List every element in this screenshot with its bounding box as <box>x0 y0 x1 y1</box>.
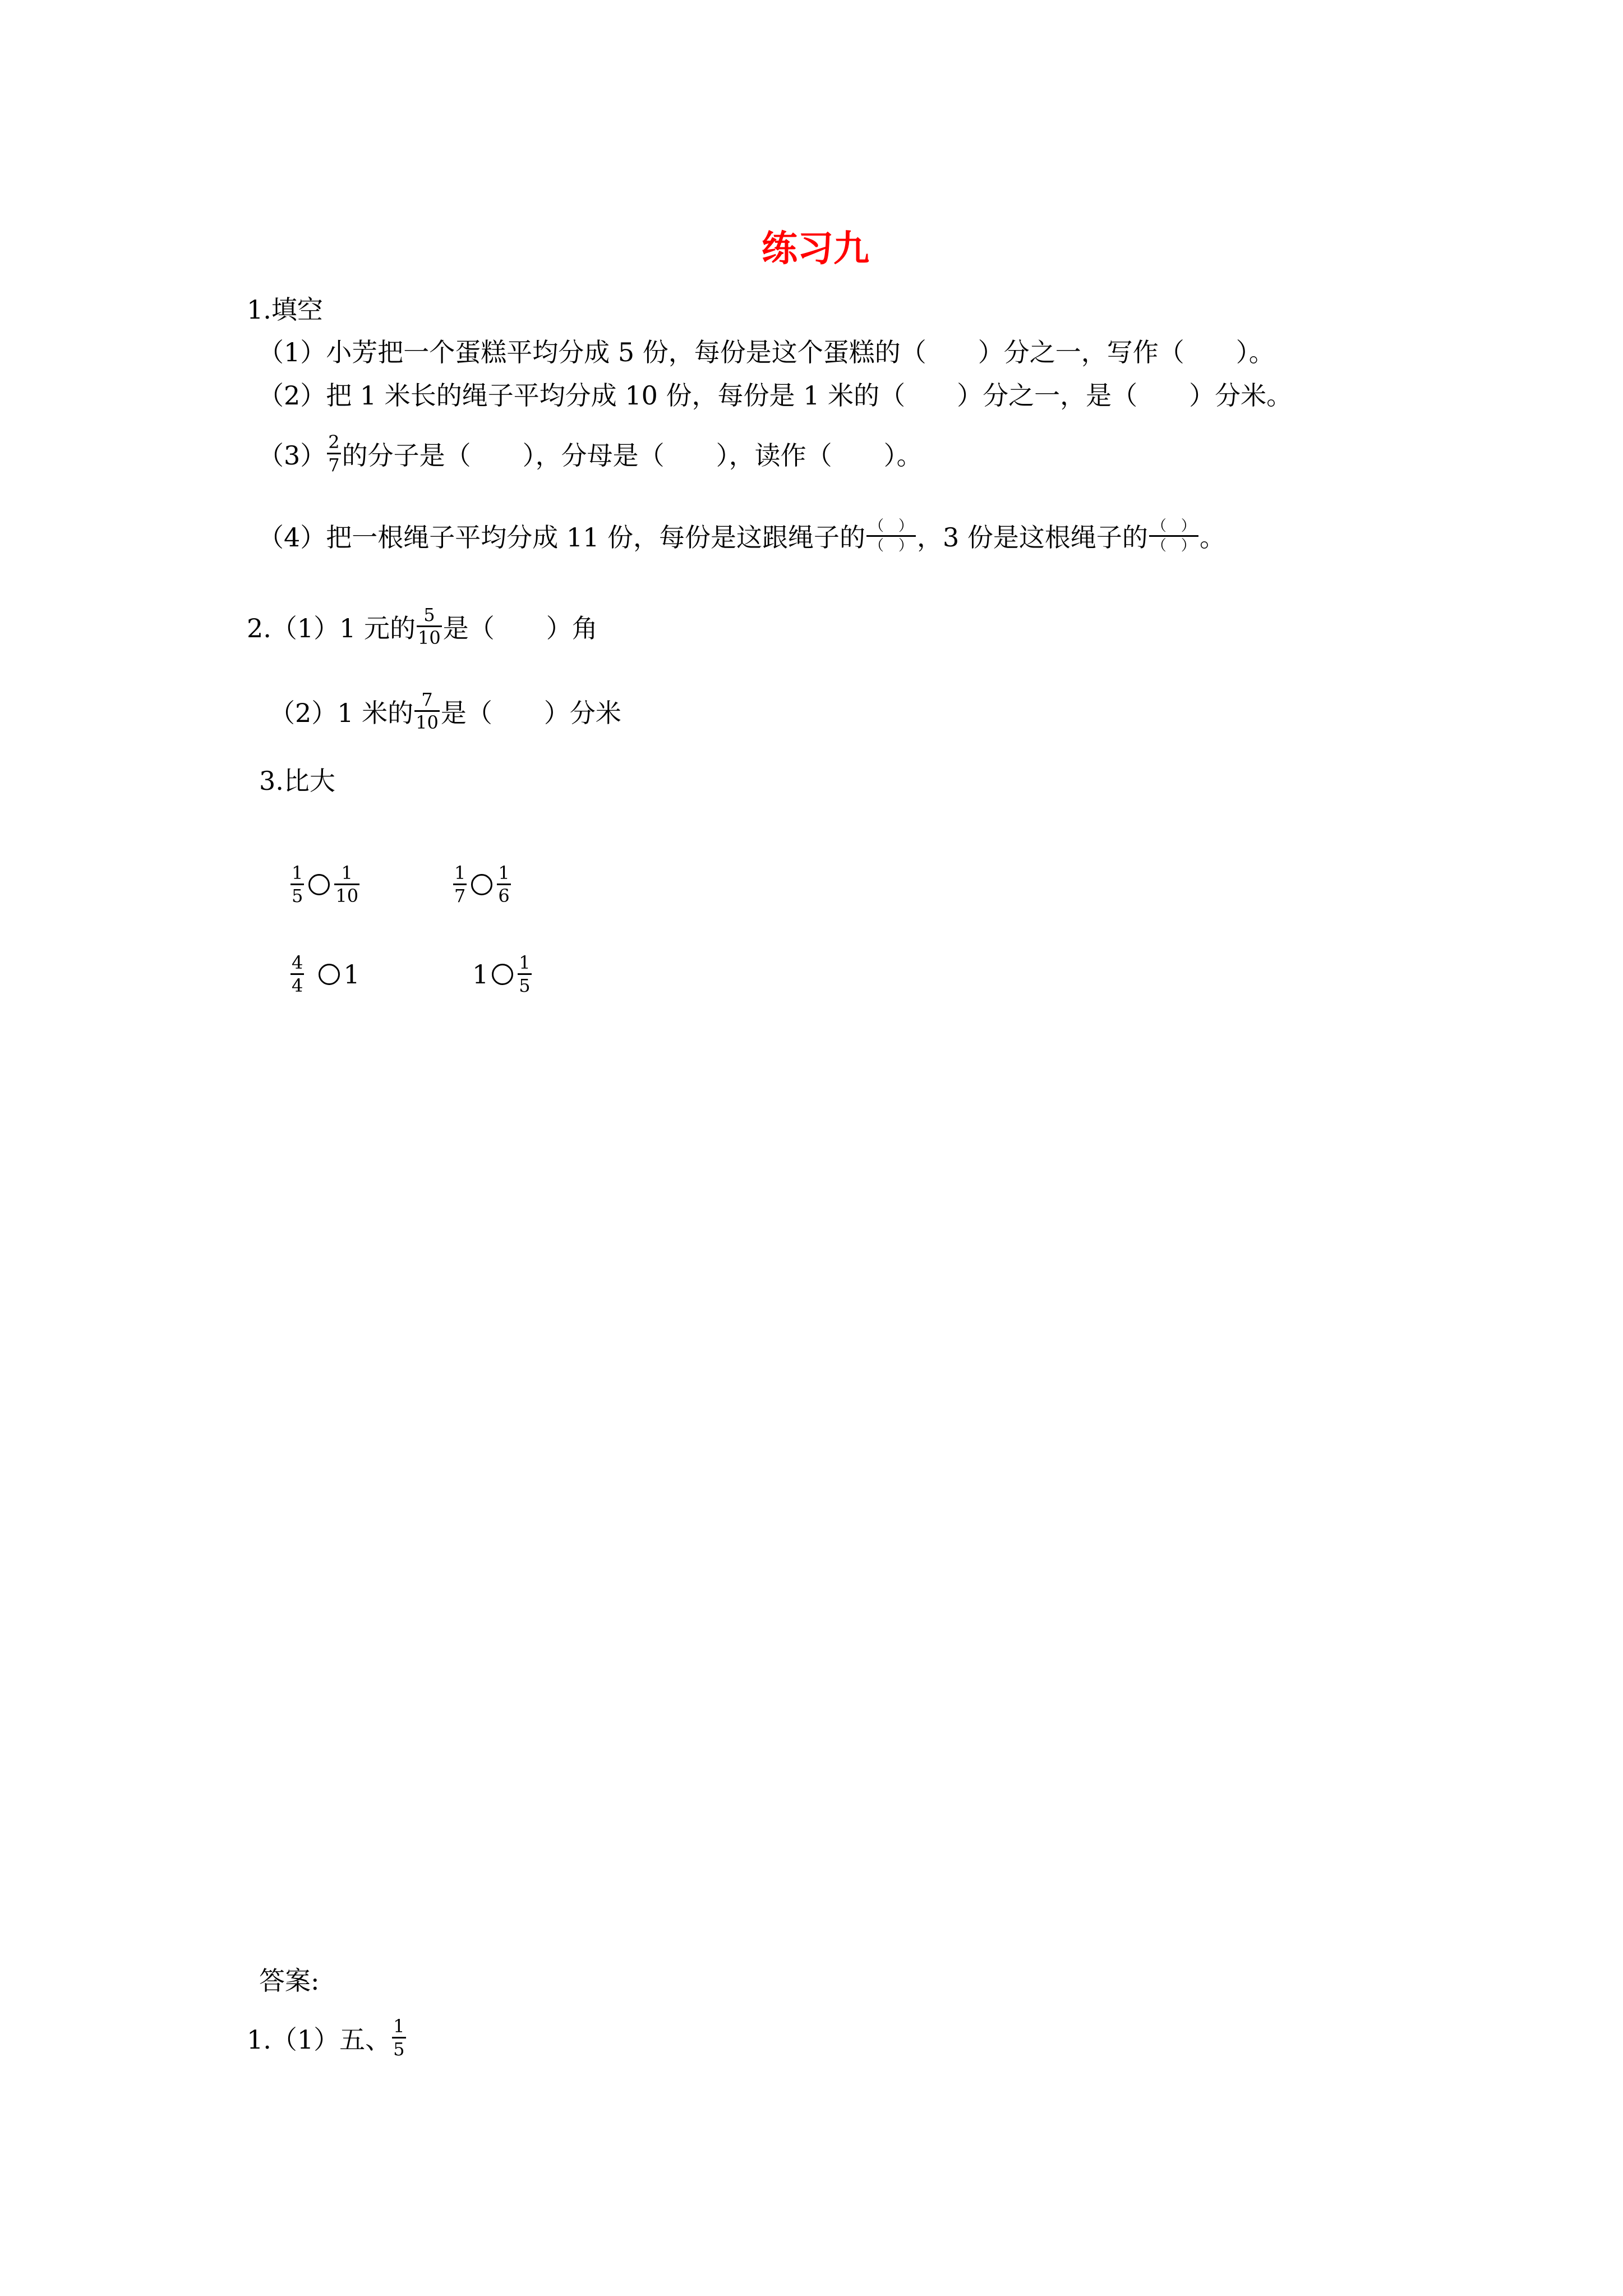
blank-numerator: （ ） <box>869 517 914 535</box>
answer-line-1-prefix: 1.（1）五、 <box>247 2024 391 2055</box>
q2-line-1-prefix: 2.（1）1 元的 <box>247 613 416 643</box>
compare-circle[interactable] <box>471 874 492 895</box>
compare-value: 1 <box>472 959 489 990</box>
answer-line-1 <box>247 2017 407 2058</box>
fraction-denominator: 5 <box>518 973 531 995</box>
fraction <box>518 954 531 995</box>
q1-line-1: （1）小芳把一个蛋糕平均分成 5 份，每份是这个蛋糕的（ ）分之一，写作（ ）。 <box>258 337 1275 367</box>
q1-line-3-prefix: （3） <box>258 440 326 471</box>
fraction-denominator: 10 <box>334 884 359 905</box>
fraction-numerator: 4 <box>292 952 303 973</box>
q2-line-2-suffix: 是（ ）分米 <box>440 697 621 728</box>
fraction-denominator: 7 <box>327 453 340 474</box>
fraction <box>497 864 510 905</box>
fraction <box>453 864 467 905</box>
fraction-numerator: 1 <box>393 2016 405 2037</box>
q1-line-2: （2）把 1 米长的绳子平均分成 10 份，每份是 1 米的（ ）分之一，是（ ）分米。 <box>258 380 1293 411</box>
page-title: 练习九 <box>762 228 869 270</box>
blank-fraction <box>866 519 916 553</box>
compare-item-3 <box>289 954 360 995</box>
fraction-numerator: 1 <box>292 862 303 884</box>
blank-numerator: （ ） <box>1151 517 1196 535</box>
fraction <box>291 954 304 995</box>
q1-line-4-prefix: （4）把一根绳子平均分成 11 份，每份是这跟绳子的 <box>258 522 866 553</box>
blank-fraction <box>1149 519 1198 553</box>
fraction <box>414 691 440 731</box>
fraction-denominator: 5 <box>291 884 304 905</box>
fraction <box>327 433 340 474</box>
q1-line-3-suffix: 的分子是（ ），分母是（ ），读作（ ）。 <box>342 440 923 471</box>
fraction-numerator: 1 <box>498 862 510 884</box>
q1-line-4-end: 。 <box>1199 522 1225 553</box>
fraction <box>417 606 442 647</box>
fraction-numerator: 2 <box>328 431 340 453</box>
answers-heading: 答案: <box>259 1966 320 1996</box>
fraction-numerator: 1 <box>341 862 353 884</box>
fraction-denominator: 5 <box>392 2037 405 2058</box>
fraction-denominator: 7 <box>453 884 467 905</box>
fraction-denominator: 4 <box>291 973 304 995</box>
fraction-denominator: 6 <box>497 884 510 905</box>
fraction-numerator: 5 <box>423 604 435 625</box>
compare-circle[interactable] <box>492 964 513 985</box>
fraction-numerator: 1 <box>454 862 466 884</box>
fraction <box>334 864 359 905</box>
q1-line-4 <box>258 517 1225 554</box>
q1-line-3 <box>258 433 923 474</box>
compare-item-4 <box>472 954 533 995</box>
fraction-denominator: 10 <box>417 625 442 647</box>
compare-value: 1 <box>343 959 360 990</box>
fraction <box>392 2017 405 2058</box>
compare-circle[interactable] <box>319 964 340 985</box>
blank-denominator: （ ） <box>866 535 916 553</box>
fraction-numerator: 7 <box>421 689 433 710</box>
q2-line-1 <box>247 606 598 647</box>
fraction-denominator: 10 <box>414 710 440 731</box>
q1-line-4-middle: ，3 份是这根绳子的 <box>917 522 1148 553</box>
fraction <box>291 864 304 905</box>
compare-circle[interactable] <box>308 874 330 895</box>
compare-item-2 <box>452 864 512 905</box>
q1-heading: 1.填空 <box>247 295 323 325</box>
q2-line-2-prefix: （2）1 米的 <box>269 697 414 728</box>
blank-denominator: （ ） <box>1149 535 1198 553</box>
q2-line-1-suffix: 是（ ）角 <box>442 613 598 643</box>
q2-line-2 <box>269 691 621 731</box>
fraction-numerator: 1 <box>519 952 531 973</box>
compare-item-1 <box>289 864 361 905</box>
q3-heading: 3.比大 <box>259 766 335 796</box>
